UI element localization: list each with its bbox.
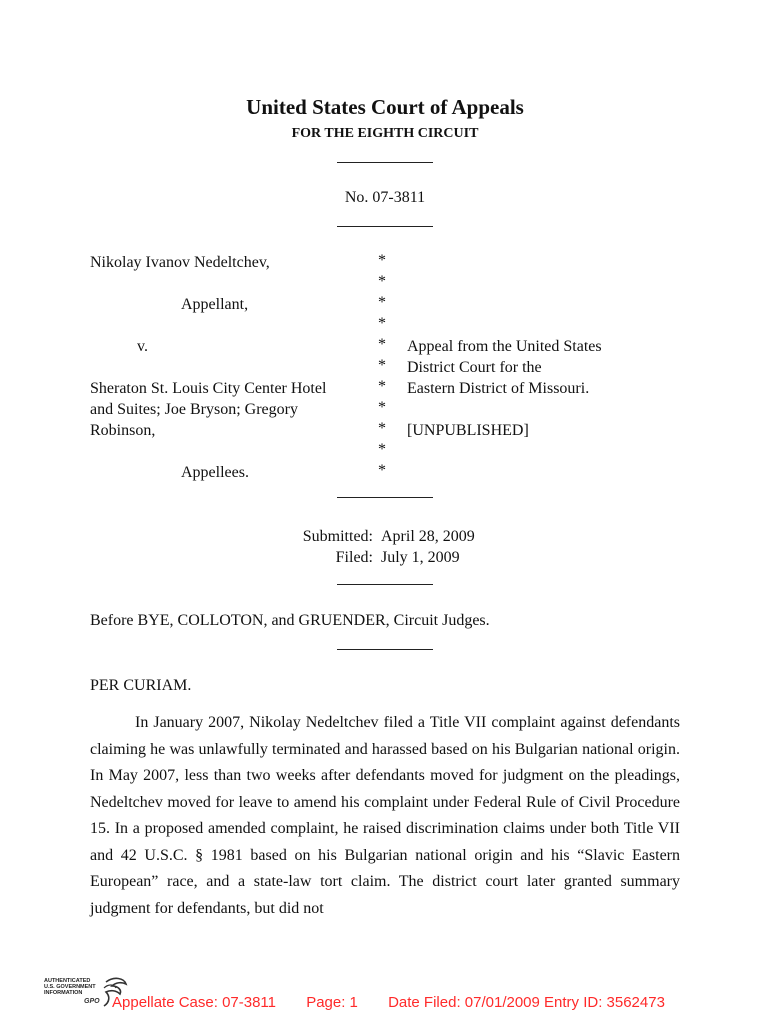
- versus: v.: [137, 338, 148, 355]
- appellant-role: Appellant,: [181, 296, 249, 313]
- case-number: No. 07-3811: [344, 189, 426, 206]
- appeal-line-3: Eastern District of Missouri.: [407, 380, 590, 397]
- caption-star: *: [378, 315, 386, 332]
- divider: [337, 162, 433, 163]
- caption-star: *: [378, 378, 386, 395]
- appeal-line-1: Appeal from the United States: [407, 338, 602, 355]
- appellees-line-3: Robinson,: [90, 422, 156, 439]
- appellees-role: Appellees.: [181, 464, 249, 481]
- appellees-line-1: Sheraton St. Louis City Center Hotel: [90, 380, 327, 397]
- footer-date-filed: Date Filed: 07/01/2009 Entry ID: 3562473: [388, 994, 665, 1011]
- caption-star: *: [378, 420, 386, 437]
- caption-star: *: [378, 294, 386, 311]
- opinion-paragraph: [90, 710, 680, 922]
- caption-star: *: [378, 273, 386, 290]
- footer-case: Appellate Case: 07-3811: [112, 994, 277, 1011]
- caption-star: *: [378, 441, 386, 458]
- divider: [337, 497, 433, 498]
- opinion-heading: PER CURIAM.: [90, 677, 192, 694]
- court-title: United States Court of Appeals: [246, 95, 524, 119]
- submitted-date: April 28, 2009: [381, 528, 475, 545]
- filed-date: July 1, 2009: [381, 549, 460, 566]
- caption-star: *: [378, 357, 386, 374]
- gpo-seal-text: AUTHENTICATED U.S. GOVERNMENT INFORMATION: [44, 978, 96, 997]
- divider: [337, 584, 433, 585]
- unpublished-label: [UNPUBLISHED]: [407, 422, 529, 439]
- circuit-subtitle: FOR THE EIGHTH CIRCUIT: [291, 126, 479, 141]
- appellant-name: Nikolay Ivanov Nedeltchev,: [90, 254, 270, 271]
- divider: [337, 226, 433, 227]
- caption-star: *: [378, 399, 386, 416]
- caption-star: *: [378, 252, 386, 269]
- panel-judges: Before BYE, COLLOTON, and GRUENDER, Circuit Judges.: [90, 612, 490, 629]
- opinion-text: In January 2007, Nikolay Nedeltchev filed a Title VII complaint against defendants claiming he was unlawfully terminated and harassed based on his Bulgarian national origin. In May 2007, less than two weeks after defendants moved for judgment on the pleadings, Nedeltchev moved for leave to amend his complaint under Federal Rule of Civil Procedure 15. In a proposed amended complaint, he raised discrimination claims under both Title VII and 42 U.S.C. § 1981 based on his Bulgarian national origin and his “Slavic Eastern European” race, and a state-law tort claim. The district court later granted summary judgment for defendants, but did not: [90, 714, 680, 917]
- divider: [337, 649, 433, 650]
- appeal-line-2: District Court for the: [407, 359, 542, 376]
- filing-footer: [112, 994, 691, 1011]
- caption-star: *: [378, 462, 386, 479]
- caption-star: *: [378, 336, 386, 353]
- submitted-label: Submitted:: [302, 528, 373, 545]
- filed-label: Filed:: [335, 549, 373, 566]
- footer-page: Page: 1: [306, 994, 358, 1011]
- appellees-line-2: and Suites; Joe Bryson; Gregory: [90, 401, 298, 418]
- gpo-mark: GPO: [84, 998, 100, 1005]
